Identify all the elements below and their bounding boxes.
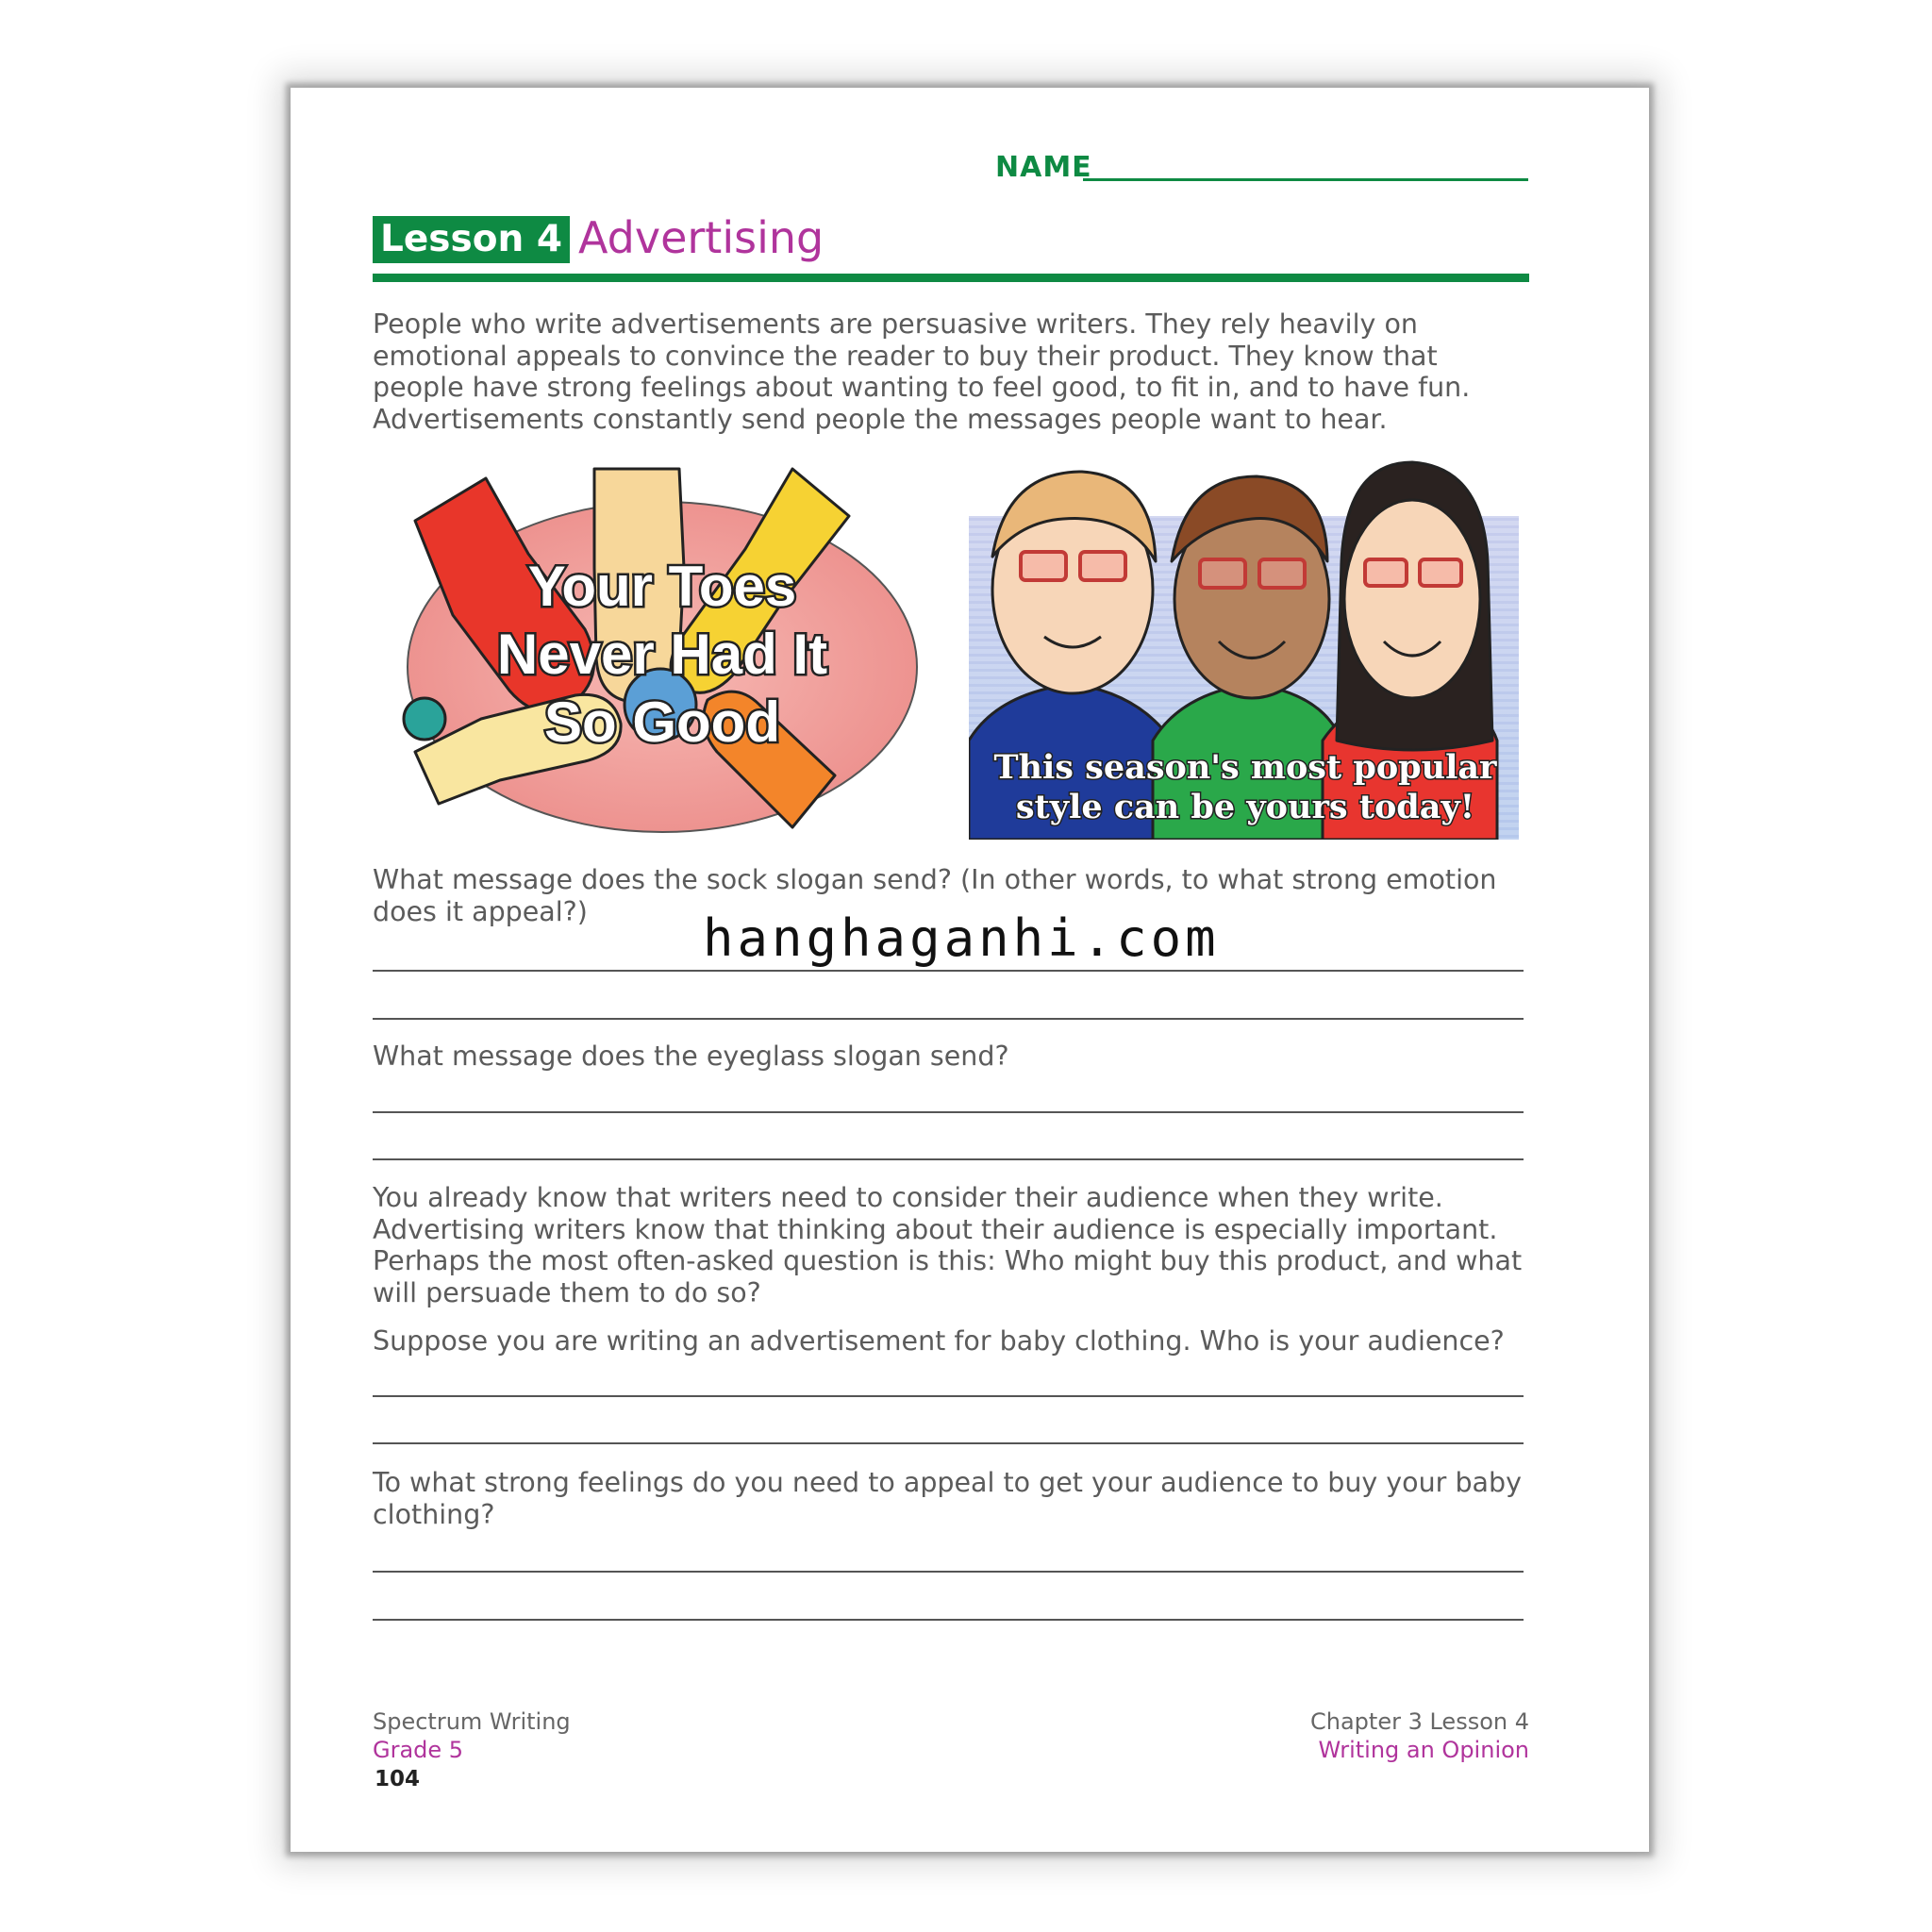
answer-line[interactable]: [373, 970, 1524, 972]
footer-chapter: Chapter 3 Lesson 4: [1310, 1708, 1529, 1735]
footer-grade: Grade 5: [373, 1737, 464, 1763]
answer-line[interactable]: [373, 1158, 1524, 1160]
eyeglass-ad-illustration: [969, 458, 1519, 840]
question-eyeglass-slogan: What message does the eyeglass slogan send?: [373, 1041, 1009, 1072]
name-label: NAME: [995, 151, 1092, 184]
footer-topic: Writing an Opinion: [1318, 1737, 1529, 1763]
eyeglass-slogan-line2: style can be yours today!: [1015, 788, 1475, 826]
answer-line[interactable]: [373, 1111, 1524, 1113]
footer-right: [1310, 1707, 1529, 1764]
audience-paragraph: You already know that writers need to consider their audience when they write. Advertising writers know that thinking about their audience is especially important. Perhaps the most often-asked question is this: Who might buy this product, and what will persuade them to do so?: [373, 1182, 1523, 1308]
lesson-title: Advertising: [578, 212, 824, 263]
question-feelings: To what strong feelings do you need to appeal to get your audience to buy your baby clothing?: [373, 1467, 1522, 1530]
footer-book-title: Spectrum Writing: [373, 1708, 571, 1735]
sock-ad-illustration: [396, 464, 920, 837]
lesson-divider: [373, 274, 1529, 282]
lesson-label: Lesson 4: [373, 216, 570, 263]
answer-line[interactable]: [373, 1442, 1524, 1444]
name-field-line[interactable]: [1083, 178, 1528, 181]
page-number: 104: [375, 1767, 421, 1791]
eyeglass-slogan-line1: This season's most popular: [993, 748, 1497, 787]
question-sock-slogan: What message does the sock slogan send? (In other words, to what strong emotion does it appeal?): [373, 864, 1497, 927]
sock-slogan-line3: So Good: [544, 691, 780, 754]
answer-line[interactable]: [373, 1395, 1524, 1397]
sock-slogan-line2: Never Had It: [496, 623, 828, 686]
answer-line[interactable]: [373, 1619, 1524, 1621]
answer-line[interactable]: [373, 1571, 1524, 1573]
watermark-text: hanghaganhi.com: [703, 908, 1220, 968]
intro-paragraph: People who write advertisements are persuasive writers. They rely heavily on emotional appeals to convince the reader to buy their product. They know that people have strong feelings about wanting to feel good, to fit in, and to have fun. Advertisements constantly send people the messages people want to hear.: [373, 308, 1471, 435]
footer-left: [373, 1707, 571, 1764]
answer-line[interactable]: [373, 1018, 1524, 1020]
question-audience: Suppose you are writing an advertisement for baby clothing. Who is your audience?: [373, 1325, 1505, 1357]
sock-slogan-line1: Your Toes: [527, 555, 797, 618]
